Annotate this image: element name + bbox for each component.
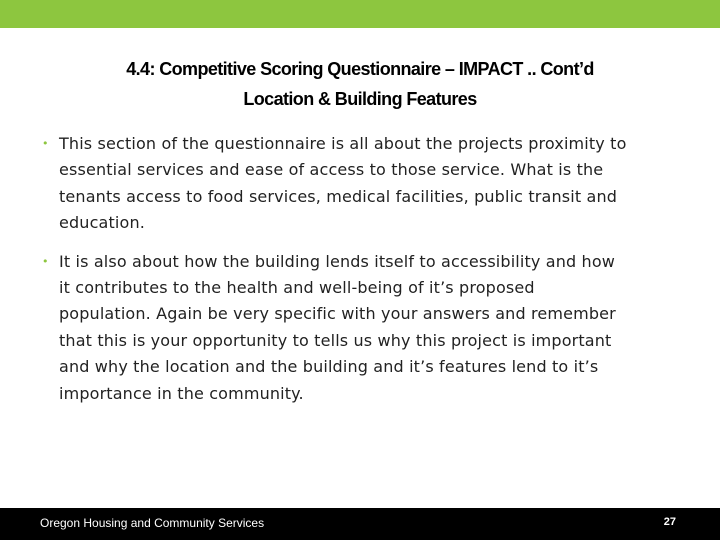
top-accent-bar: [0, 0, 720, 28]
bullet-2-line-3: population. Again be very specific with your answers and remember: [59, 304, 616, 324]
slide-title: [0, 54, 720, 114]
bullet-1-line-3: tenants access to food services, medical facilities, public transit and: [59, 186, 618, 206]
footer-bar: [0, 508, 720, 540]
bullet-1-line-2: essential services and ease of access to those service. What is the: [59, 160, 604, 180]
footer-organization: Oregon Housing and Community Services: [40, 516, 265, 530]
bullet-item-accessibility: [40, 249, 690, 407]
bullet-dot-icon: •: [42, 137, 49, 150]
bullet-2-line-1: It is also about how the building lends itself to accessibility and how: [59, 251, 616, 271]
slide-content: [40, 131, 690, 407]
title-line-1: 4.4: Competitive Scoring Questionnaire – IMPACT .. Cont’d: [126, 59, 594, 79]
bullet-2-line-6: importance in the community.: [59, 383, 304, 403]
bullet-1-line-4: education.: [59, 213, 145, 233]
bullet-2-line-4: that this is your opportunity to tells us why this project is important: [59, 330, 612, 350]
title-line-2: Location & Building Features: [243, 89, 477, 109]
bullet-2-line-5: and why the location and the building and it’s features lend to it’s: [59, 357, 599, 377]
bullet-item-proximity: [40, 131, 690, 237]
bullet-dot-icon: •: [42, 254, 49, 268]
bullet-2-line-2: it contributes to the health and well-being of it’s proposed: [59, 278, 535, 298]
bullet-1-line-1: This section of the questionnaire is all about the projects proximity to: [59, 134, 627, 153]
page-number: 27: [663, 516, 676, 528]
